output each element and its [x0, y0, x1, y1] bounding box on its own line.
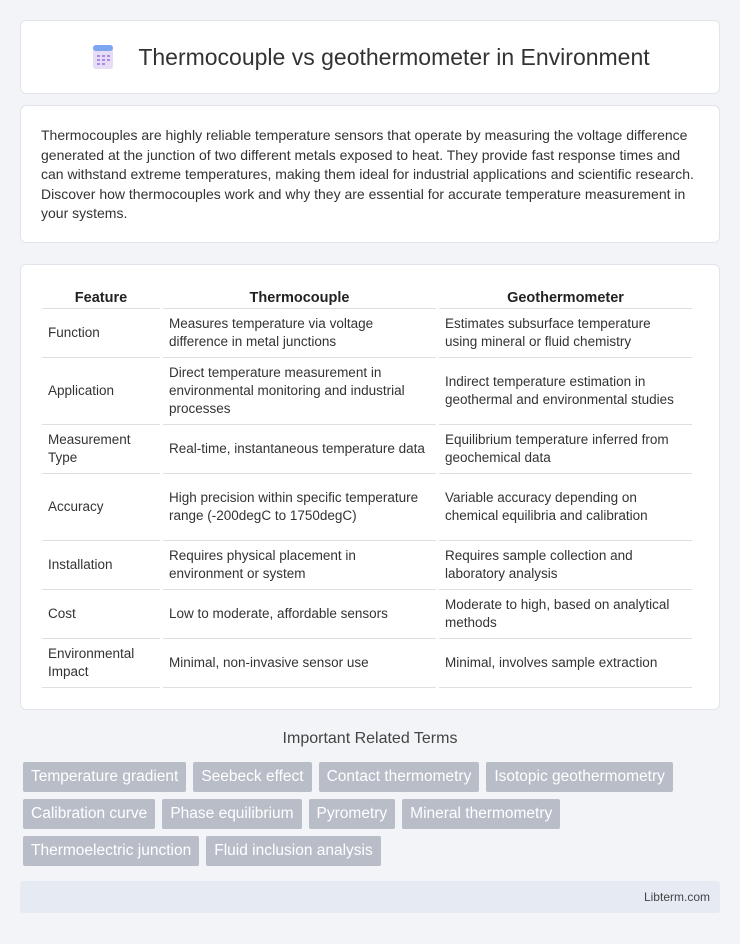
table-row	[42, 309, 692, 358]
related-term-tag[interactable]: Mineral thermometry	[402, 799, 560, 829]
related-term-tag[interactable]: Thermoelectric junction	[23, 836, 199, 866]
header-card	[20, 20, 720, 94]
cell-geothermometer: Indirect temperature estimation in geothermal and environmental studies	[439, 358, 692, 425]
cell-geothermometer: Minimal, involves sample extraction	[439, 639, 692, 688]
cell-feature: Application	[42, 358, 160, 425]
document-icon	[90, 44, 116, 70]
column-header-thermocouple: Thermocouple	[163, 283, 436, 309]
cell-geothermometer: Requires sample collection and laboratory analysis	[439, 541, 692, 590]
cell-geothermometer: Estimates subsurface temperature using mineral or fluid chemistry	[439, 309, 692, 358]
cell-thermocouple: Direct temperature measurement in environmental monitoring and industrial processes	[163, 358, 436, 425]
related-terms-title: Important Related Terms	[282, 730, 458, 747]
tag-row	[23, 762, 723, 792]
cell-geothermometer: Variable accuracy depending on chemical equilibria and calibration	[439, 474, 692, 541]
related-term-tag[interactable]: Temperature gradient	[23, 762, 186, 792]
intro-card	[20, 105, 720, 243]
related-terms-tags	[23, 762, 723, 873]
table-row	[42, 639, 692, 688]
related-term-tag[interactable]: Contact thermometry	[319, 762, 480, 792]
table-row	[42, 474, 692, 541]
cell-geothermometer: Moderate to high, based on analytical methods	[439, 590, 692, 639]
tag-row	[23, 836, 723, 866]
related-term-tag[interactable]: Calibration curve	[23, 799, 155, 829]
cell-thermocouple: Measures temperature via voltage difference in metal junctions	[163, 309, 436, 358]
cell-thermocouple: Low to moderate, affordable sensors	[163, 590, 436, 639]
cell-thermocouple: Requires physical placement in environment or system	[163, 541, 436, 590]
cell-feature: Measurement Type	[42, 425, 160, 474]
tag-row	[23, 799, 723, 829]
table-row	[42, 590, 692, 639]
cell-feature: Accuracy	[42, 474, 160, 541]
table-header-row	[42, 283, 692, 309]
related-term-tag[interactable]: Pyrometry	[309, 799, 396, 829]
table-row	[42, 541, 692, 590]
column-header-geothermometer: Geothermometer	[439, 283, 692, 309]
page-title: Thermocouple vs geothermometer in Environment	[138, 43, 650, 70]
related-term-tag[interactable]: Fluid inclusion analysis	[206, 836, 381, 866]
intro-text: Thermocouples are highly reliable temperature sensors that operate by measuring the voltage difference generated at the junction of two different metals exposed to heat. They provide fast response times and can withstand extreme temperatures, making them ideal for industrial applications and scientific research. Discover how thermocouples work and why they are essential for accurate temperature measurement in your systems.	[41, 127, 694, 221]
cell-feature: Cost	[42, 590, 160, 639]
footer-site-link[interactable]: Libterm.com	[643, 890, 710, 904]
comparison-table-card	[20, 264, 720, 710]
related-term-tag[interactable]: Isotopic geothermometry	[486, 762, 673, 792]
cell-thermocouple: Minimal, non-invasive sensor use	[163, 639, 436, 688]
related-term-tag[interactable]: Phase equilibrium	[162, 799, 301, 829]
related-term-tag[interactable]: Seebeck effect	[193, 762, 311, 792]
table-row	[42, 425, 692, 474]
cell-thermocouple: Real-time, instantaneous temperature data	[163, 425, 436, 474]
comparison-table	[39, 283, 695, 688]
cell-geothermometer: Equilibrium temperature inferred from geochemical data	[439, 425, 692, 474]
column-header-feature: Feature	[42, 283, 160, 309]
cell-feature: Installation	[42, 541, 160, 590]
footer	[20, 881, 720, 913]
cell-feature: Function	[42, 309, 160, 358]
cell-thermocouple: High precision within specific temperature range (-200degC to 1750degC)	[163, 474, 436, 541]
table-row	[42, 358, 692, 425]
cell-feature: Environmental Impact	[42, 639, 160, 688]
